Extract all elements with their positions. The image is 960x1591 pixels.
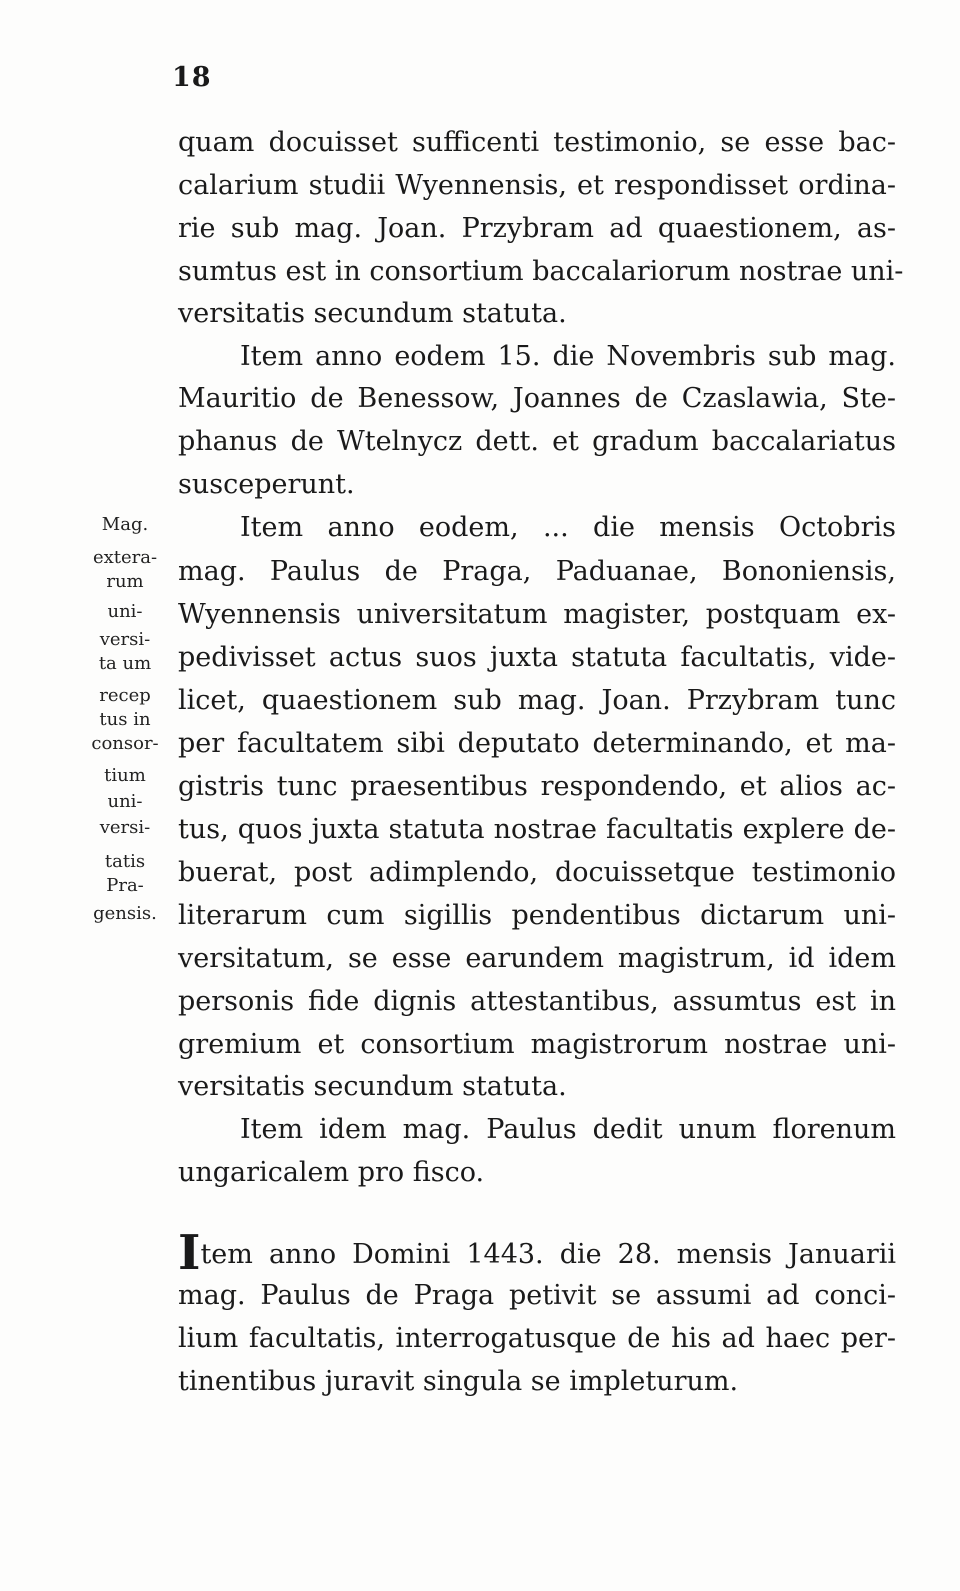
margin-note: extera- [92, 547, 158, 568]
text-line: susceperunt. [178, 469, 355, 500]
text-line: gistris tunc praesentibus respondendo, et alios ac- [178, 771, 896, 802]
margin-note: consor- [91, 733, 159, 754]
text-line: phanus de Wtelnycz dett. et gradum baccalariatus [178, 426, 896, 457]
margin-note: recep [99, 685, 151, 706]
text-line: personis fide dignis attestantibus, assumtus est in [178, 986, 896, 1017]
text-line: versitatis secundum statuta. [178, 1071, 567, 1102]
text-line: rie sub mag. Joan. Przybram ad quaestionem, as- [178, 213, 896, 244]
text-line: tinentibus juravit singula se impleturum. [178, 1366, 739, 1397]
text-line: gremium et consortium magistrorum nostrae uni- [178, 1029, 896, 1060]
text-line: Item idem mag. Paulus dedit unum florenum [240, 1114, 896, 1145]
margin-note: versi- [99, 817, 151, 838]
text-line: tem anno Domini 1443. die 28. mensis Januarii [200, 1239, 896, 1270]
text-line: versitatum, se esse earundem magistrum, id idem [178, 943, 896, 974]
text-line: Item anno eodem, ... die mensis Octobris [240, 512, 896, 543]
margin-note: tus in [99, 709, 151, 730]
text-line: quam docuisset sufficenti testimonio, se esse bac- [178, 127, 896, 158]
text-line: buerat, post adimplendo, docuissetque testimonio [178, 857, 896, 888]
text-line: mag. Paulus de Praga petivit se assumi ad conci- [178, 1280, 896, 1311]
text-line: ungaricalem pro fisco. [178, 1157, 485, 1188]
margin-note: versi- [99, 629, 151, 650]
text-line: Item anno eodem 15. die Novembris sub mag. [240, 341, 896, 372]
margin-note: tatis [104, 851, 146, 872]
text-line: literarum cum sigillis pendentibus dictarum uni- [178, 900, 896, 931]
text-line: sumtus est in consortium baccalariorum nostrae uni- [178, 256, 904, 287]
text-line: pedivisset actus suos juxta statuta facultatis, vide- [178, 642, 896, 673]
text-line: lium facultatis, interrogatusque de his ad haec per- [178, 1323, 896, 1354]
page-number: 18 [172, 62, 212, 93]
margin-note: gensis. [93, 903, 157, 924]
margin-note: Mag. [101, 514, 149, 535]
text-line: calarium studii Wyennensis, et respondisset ordina- [178, 170, 896, 201]
margin-note: uni- [107, 601, 143, 622]
margin-note: tium [104, 765, 146, 786]
text-line: mag. Paulus de Praga, Paduanae, Bononiensis, [178, 556, 896, 587]
text-line: Mauritio de Benessow, Joannes de Czaslawia, Ste- [178, 383, 896, 414]
margin-note: ta um [98, 653, 152, 674]
margin-note: Pra- [106, 875, 144, 896]
text-line: per facultatem sibi deputato determinando, et ma- [178, 728, 896, 759]
text-line-with-initial [178, 1225, 896, 1281]
text-line: tus, quos juxta statuta nostrae facultatis explere de- [178, 814, 896, 845]
text-line: Wyennensis universitatum magister, postquam ex- [178, 599, 896, 630]
margin-note: rum [106, 571, 144, 592]
margin-note: uni- [107, 791, 143, 812]
drop-cap-initial: I [178, 1225, 201, 1281]
text-line: versitatis secundum statuta. [178, 298, 567, 329]
text-line: licet, quaestionem sub mag. Joan. Przybram tunc [178, 685, 896, 716]
